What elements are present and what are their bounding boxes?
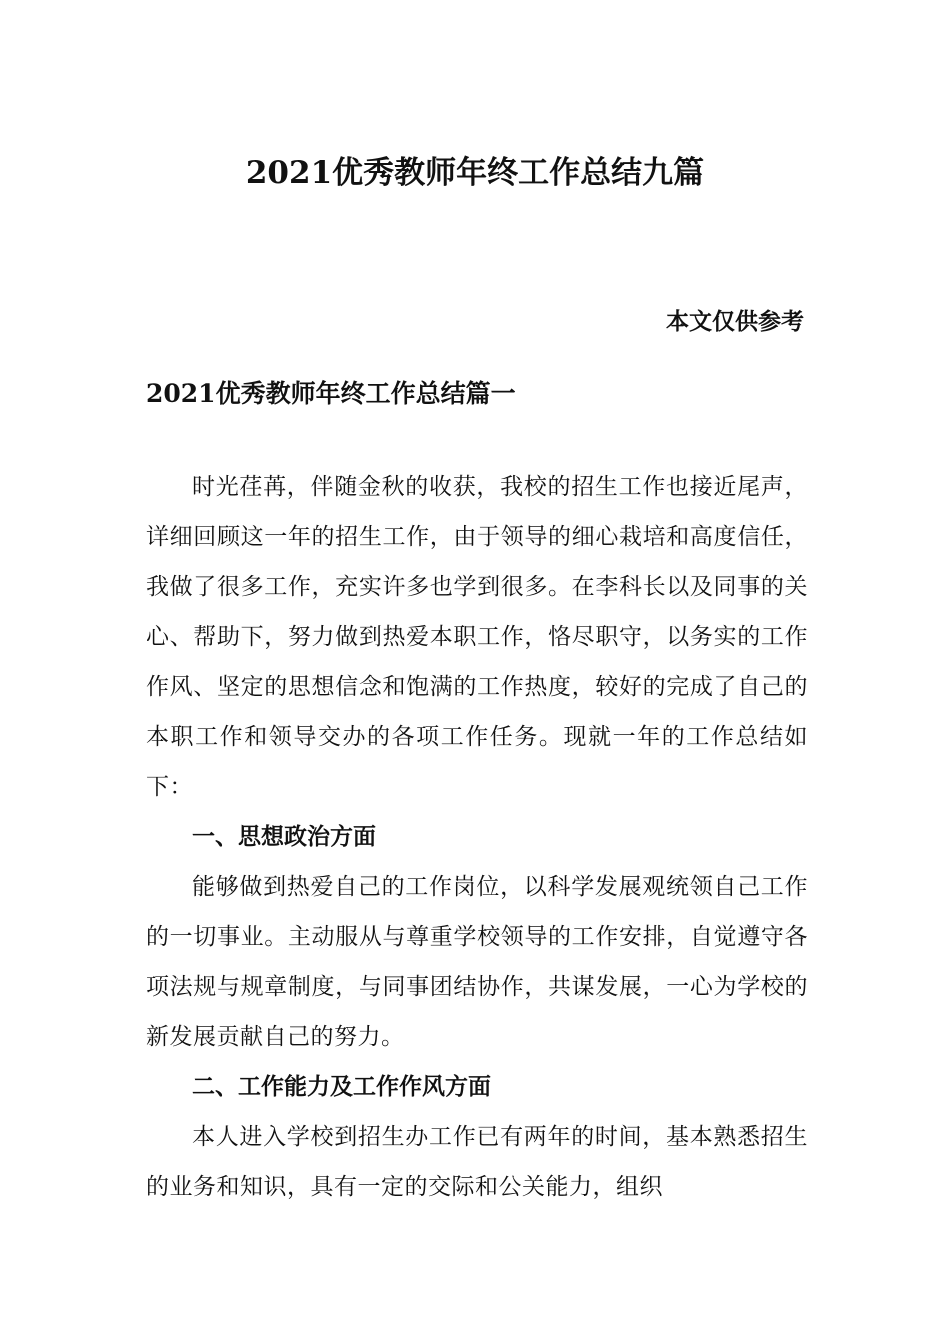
subheading-political: 一、思想政治方面	[192, 823, 376, 850]
reference-note: 本文仅供参考	[666, 308, 804, 335]
political-paragraph: 能够做到热爱自己的工作岗位，以科学发展观统领自己工作的一切事业。主动服从与尊重学校领导的工作安排，自觉遵守各项法规与规章制度，与同事团结协作，共谋发展，一心为学校的新发展贡献自己的努力。	[146, 874, 808, 1050]
document-body	[146, 462, 808, 1212]
section-title: 2021优秀教师年终工作总结篇一	[146, 379, 516, 408]
work-ability-paragraph: 本人进入学校到招生办工作已有两年的时间，基本熟悉招生的业务和知识，具有一定的交际和公关能力，组织	[146, 1124, 808, 1200]
document-title: 2021优秀教师年终工作总结九篇	[245, 155, 705, 191]
intro-paragraph: 时光荏苒，伴随金秋的收获，我校的招生工作也接近尾声，详细回顾这一年的招生工作，由于领导的细心栽培和高度信任，我做了很多工作，充实许多也学到很多。在李科长以及同事的关心、帮助下，努力做到热爱本职工作，恪尽职守，以务实的工作作风、坚定的思想信念和饱满的工作热度，较好的完成了自己的本职工作和领导交办的各项工作任务。现就一年的工作总结如下：	[146, 474, 808, 800]
subheading-work-ability: 二、工作能力及工作作风方面	[192, 1073, 491, 1100]
